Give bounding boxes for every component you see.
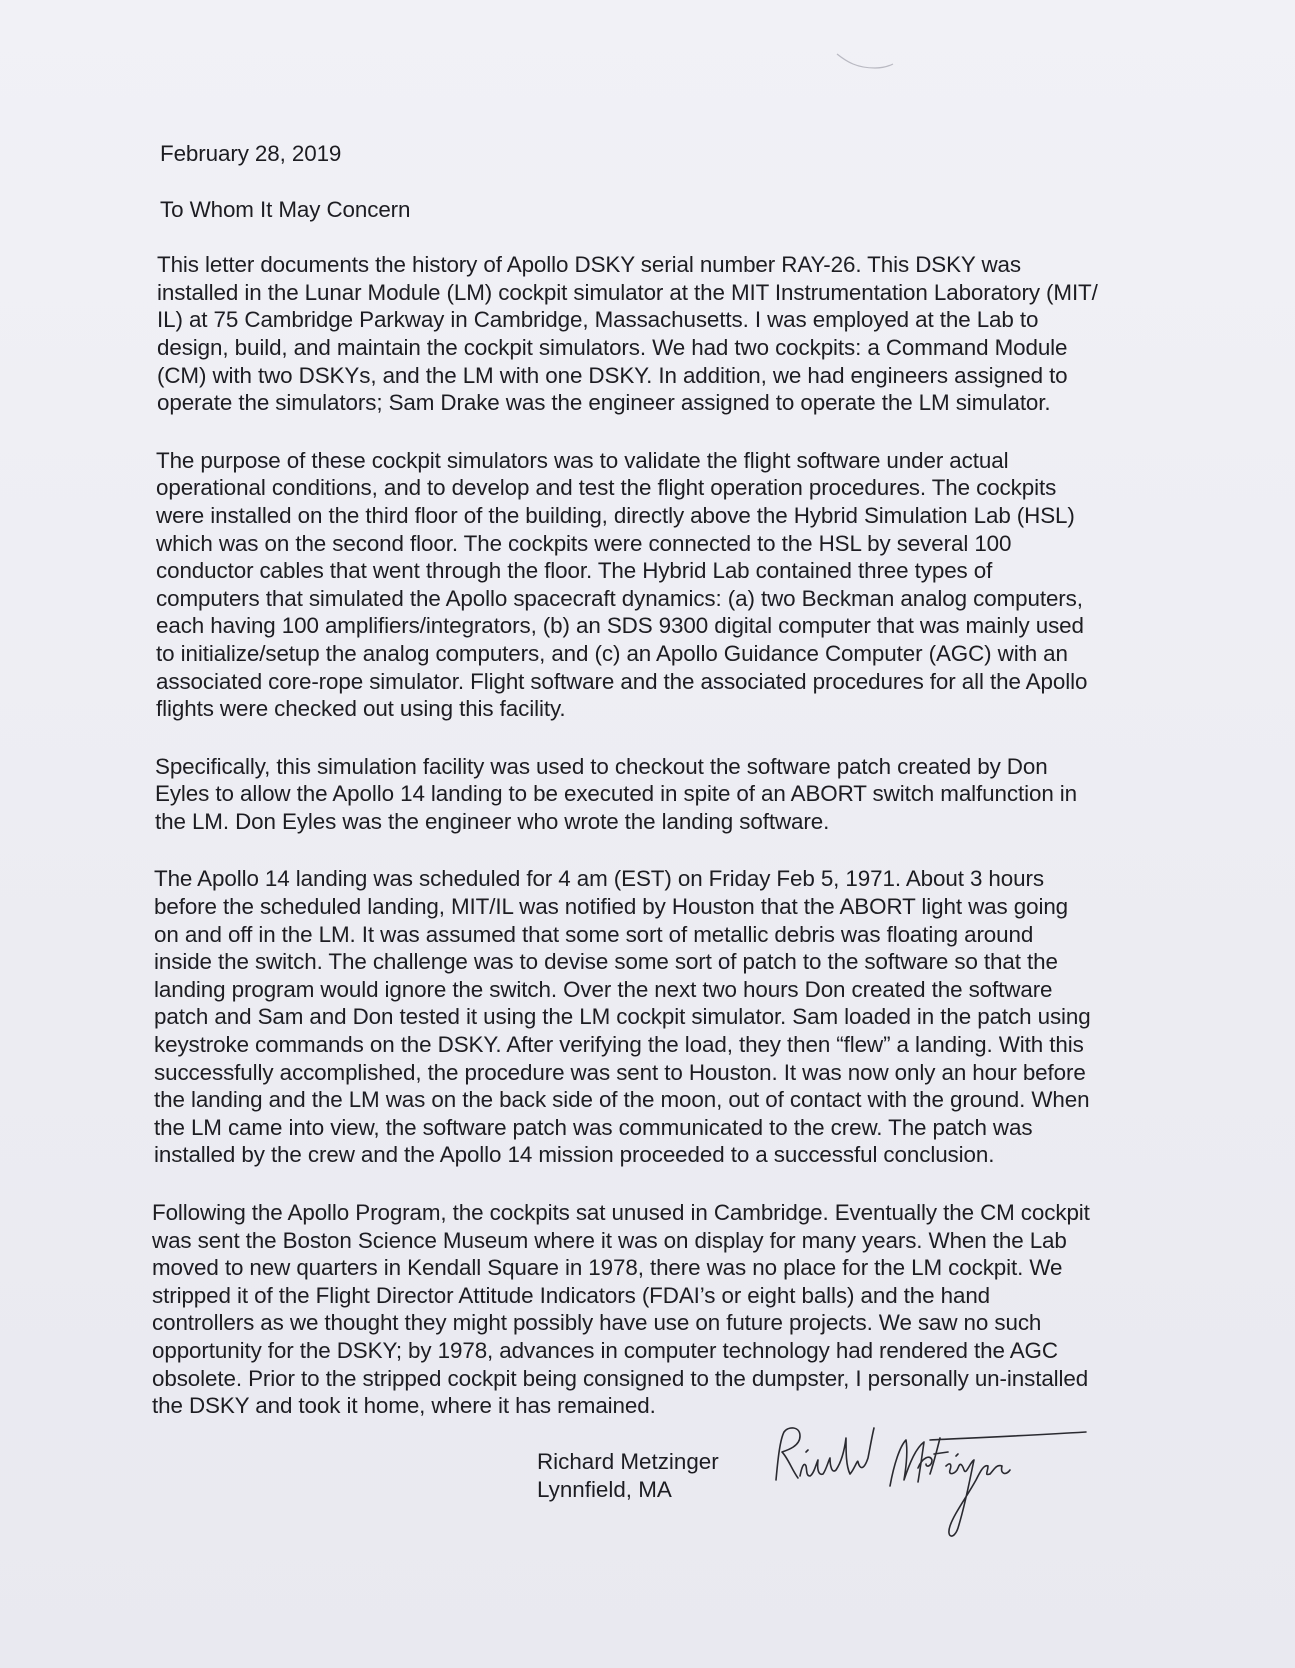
signer-name: Richard Metzinger bbox=[537, 1449, 719, 1474]
paragraph-line: the DSKY and took it home, where it has remained. bbox=[152, 1393, 656, 1419]
letter-body bbox=[152, 140, 1157, 1450]
paragraph-5 bbox=[152, 1199, 1157, 1420]
paragraph-line: Specifically, this simulation facility was used to checkout the software patch created by Don bbox=[155, 753, 1048, 779]
paragraph-line: The purpose of these cockpit simulators was to validate the flight software under actual bbox=[156, 447, 1009, 473]
paragraph-line: was sent the Boston Science Museum where it was on display for many years. When the Lab bbox=[152, 1227, 1067, 1253]
paragraph-line: which was on the second floor. The cockpits were connected to the HSL by several 100 bbox=[156, 530, 1012, 556]
paragraph-line: moved to new quarters in Kendall Square in 1978, there was no place for the LM cockpit. We bbox=[152, 1255, 1063, 1281]
paragraph-line: on and off in the LM. It was assumed that some sort of metallic debris was floating around bbox=[154, 921, 1034, 947]
paragraph-line: operational conditions, and to develop and test the flight operation procedures. The cockpits bbox=[156, 475, 1057, 501]
paragraph-line: flights were checked out using this facility. bbox=[156, 696, 566, 722]
paragraph-line: conductor cables that went through the floor. The Hybrid Lab contained three types of bbox=[156, 558, 993, 584]
paragraph-line: before the scheduled landing, MIT/IL was notified by Houston that the ABORT light was going bbox=[154, 894, 1069, 920]
signer-location: Lynnfield, MA bbox=[537, 1477, 672, 1502]
letter-date: February 28, 2019 bbox=[160, 141, 342, 166]
paper-crease-mark bbox=[835, 48, 895, 74]
paragraph-line: operate the simulators; Sam Drake was the engineer assigned to operate the LM simulator. bbox=[157, 390, 1051, 416]
paragraph-line: Following the Apollo Program, the cockpits sat unused in Cambridge. Eventually the CM cockpit bbox=[152, 1200, 1090, 1225]
paragraph-line: installed by the crew and the Apollo 14 mission proceeded to a successful conclusion. bbox=[154, 1142, 995, 1168]
paragraph-line: the LM. Don Eyles was the engineer who wrote the landing software. bbox=[155, 808, 830, 834]
paragraph-2 bbox=[156, 447, 1157, 723]
paragraph-line: inside the switch. The challenge was to devise some sort of patch to the software so that the bbox=[154, 949, 1058, 975]
handwritten-signature bbox=[770, 1418, 1090, 1548]
letter-salutation: To Whom It May Concern bbox=[160, 196, 411, 222]
paragraph-line: keystroke commands on the DSKY. After verifying the load, they then “flew” a landing. With this bbox=[154, 1032, 1084, 1058]
paragraph-line: landing program would ignore the switch. Over the next two hours Don created the software bbox=[154, 976, 1053, 1002]
paragraph-line: Eyles to allow the Apollo 14 landing to be executed in spite of an ABORT switch malfunction in bbox=[155, 781, 1078, 807]
paragraph-line: design, build, and maintain the cockpit simulators. We had two cockpits: a Command Module bbox=[157, 334, 1068, 360]
paragraph-line: computers that simulated the Apollo spacecraft dynamics: (a) two Beckman analog computers, bbox=[156, 585, 1083, 611]
paragraph-line: obsolete. Prior to the stripped cockpit being consigned to the dumpster, I personally un-installed bbox=[152, 1365, 1089, 1391]
paragraph-line: patch and Sam and Don tested it using the LM cockpit simulator. Sam loaded in the patch using bbox=[154, 1004, 1091, 1030]
paragraph-line: (CM) with two DSKYs, and the LM with one DSKY. In addition, we had engineers assigned to bbox=[157, 362, 1068, 388]
paragraph-line: stripped it of the Flight Director Attitude Indicators (FDAI’s or eight balls) and the hand bbox=[152, 1282, 991, 1308]
paragraph-line: associated core-rope simulator. Flight software and the associated procedures for all the Apollo bbox=[156, 668, 1088, 694]
paragraph-line: successfully accomplished, the procedure was sent to Houston. It was now only an hour before bbox=[154, 1059, 1086, 1085]
paragraph-line: controllers as we thought they might possibly have use on future projects. We saw no such bbox=[152, 1310, 1042, 1336]
paragraph-line: opportunity for the DSKY; by 1978, advances in computer technology had rendered the AGC bbox=[152, 1337, 1058, 1363]
paragraph-line: This letter documents the history of Apollo DSKY serial number RAY-26. This DSKY was bbox=[157, 252, 1022, 278]
paragraph-line: IL) at 75 Cambridge Parkway in Cambridge, Massachusetts. I was employed at the Lab to bbox=[157, 307, 1039, 333]
paragraph-line: the landing and the LM was on the back side of the moon, out of contact with the ground. When bbox=[154, 1087, 1090, 1113]
paragraph-line: to initialize/setup the analog computers, and (c) an Apollo Guidance Computer (AGC) with an bbox=[156, 640, 1068, 666]
paragraph-line: installed in the Lunar Module (LM) cockpit simulator at the MIT Instrumentation Laboratory (MIT/ bbox=[157, 279, 1098, 305]
paragraph-4 bbox=[154, 865, 1157, 1169]
paragraph-line: The Apollo 14 landing was scheduled for 4 am (EST) on Friday Feb 5, 1971. About 3 hours bbox=[154, 866, 1044, 892]
paragraph-3 bbox=[155, 753, 1157, 836]
paragraph-line: the LM came into view, the software patch was communicated to the crew. The patch was bbox=[154, 1114, 1033, 1140]
paragraph-line: each having 100 amplifiers/integrators, (b) an SDS 9300 digital computer that was mainly used bbox=[156, 613, 1084, 639]
paragraph-line: were installed on the third floor of the building, directly above the Hybrid Simulation Lab (HSL) bbox=[156, 502, 1075, 528]
signature-block bbox=[537, 1448, 719, 1504]
paragraph-1 bbox=[157, 251, 1157, 417]
